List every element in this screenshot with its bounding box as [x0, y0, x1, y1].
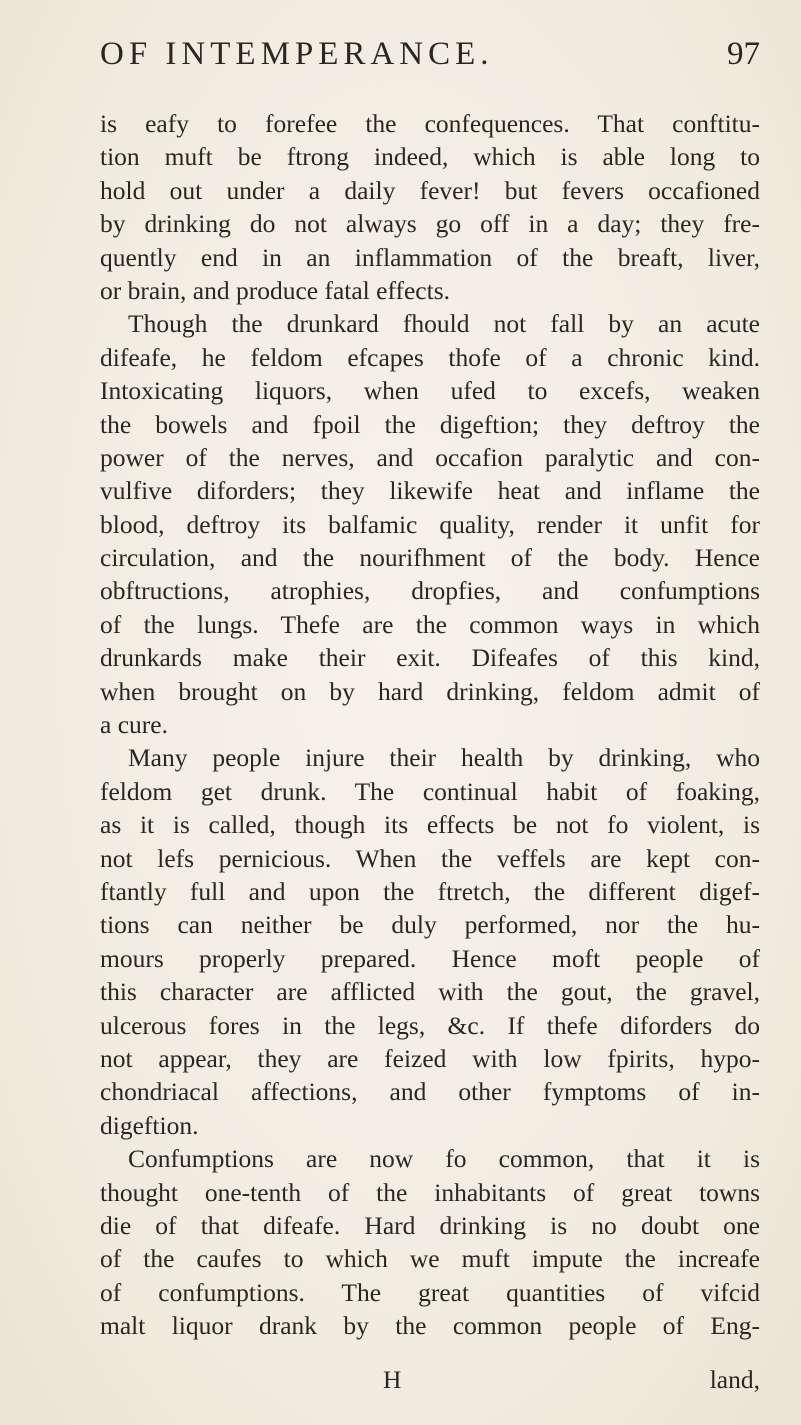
text-line: this character are afflicted with the gout, the gravel,: [100, 977, 760, 1007]
text-line: hold out under a daily fever! but fevers occafioned: [100, 175, 760, 205]
text-line: the bowels and fpoil the digeftion; they deftroy the: [100, 409, 760, 439]
text-line: ftantly full and upon the ftretch, the different digef-: [100, 876, 760, 906]
text-line: malt liquor drank by the common people of Eng-: [100, 1311, 760, 1341]
text-line: Confumptions are now fo common, that it is: [128, 1144, 760, 1174]
text-line: circulation, and the nourifhment of the body. Hence: [100, 543, 760, 573]
text-line: obftructions, atrophies, dropfies, and confumptions: [100, 576, 760, 606]
text-line: tions can neither be duly performed, nor the hu-: [100, 910, 760, 940]
text-line: not lefs pernicious. When the veffels are kept con-: [100, 843, 760, 873]
text-line: of confumptions. The great quantities of vifcid: [100, 1277, 760, 1307]
text-line: mours properly prepared. Hence moft people of: [100, 943, 760, 973]
text-line: drunkards make their exit. Difeafes of this kind,: [100, 643, 760, 673]
text-line: Though the drunkard fhould not fall by an acute: [128, 309, 760, 339]
text-line: power of the nerves, and occafion paralytic and con-: [100, 442, 760, 472]
text-line: of the caufes to which we muft impute the increafe: [100, 1244, 760, 1274]
text-line: digeftion.: [100, 1110, 199, 1140]
text-line: when brought on by hard drinking, feldom admit of: [100, 676, 760, 706]
text-line: a cure.: [100, 710, 168, 740]
text-line: chondriacal affections, and other fymptoms of in-: [100, 1077, 760, 1107]
text-line: quently end in an inflammation of the breaft, liver,: [100, 242, 760, 272]
text-line: ulcerous fores in the legs, &c. If thefe diforders do: [100, 1010, 760, 1040]
text-line: of the lungs. Thefe are the common ways in which: [100, 609, 760, 639]
page-number: 97: [727, 36, 760, 72]
text-line: feldom get drunk. The continual habit of foaking,: [100, 776, 760, 806]
text-line: or brain, and produce fatal effects.: [100, 275, 450, 305]
text-line: vulfive diforders; they likewife heat and inflame the: [100, 476, 760, 506]
text-line: die of that difeafe. Hard drinking is no doubt one: [100, 1210, 760, 1240]
signature-mark: H: [383, 1365, 402, 1394]
catchword: land,: [709, 1365, 760, 1394]
text-line: as it is called, though its effects be not fo violent, is: [100, 810, 760, 840]
body-text: [100, 107, 760, 1342]
text-line: is eafy to forefee the confequences. That conftitu-: [100, 109, 760, 138]
text-line: by drinking do not always go off in a day; they fre-: [100, 209, 760, 239]
text-line: Many people injure their health by drinking, who: [128, 743, 760, 773]
text-line: thought one-tenth of the inhabitants of great towns: [100, 1177, 760, 1207]
text-line: tion muft be ftrong indeed, which is able long to: [100, 142, 760, 172]
text-line: not appear, they are feized with low fpirits, hypo-: [100, 1043, 760, 1073]
page-footer: [100, 1365, 760, 1399]
text-line: difeafe, he feldom efcapes thofe of a chronic kind.: [100, 342, 760, 372]
text-line: Intoxicating liquors, when ufed to excefs, weaken: [100, 376, 760, 406]
running-title: OF INTEMPERANCE.: [100, 36, 494, 72]
running-header: [100, 36, 760, 86]
text-line: blood, deftroy its balfamic quality, render it unfit for: [100, 509, 760, 539]
